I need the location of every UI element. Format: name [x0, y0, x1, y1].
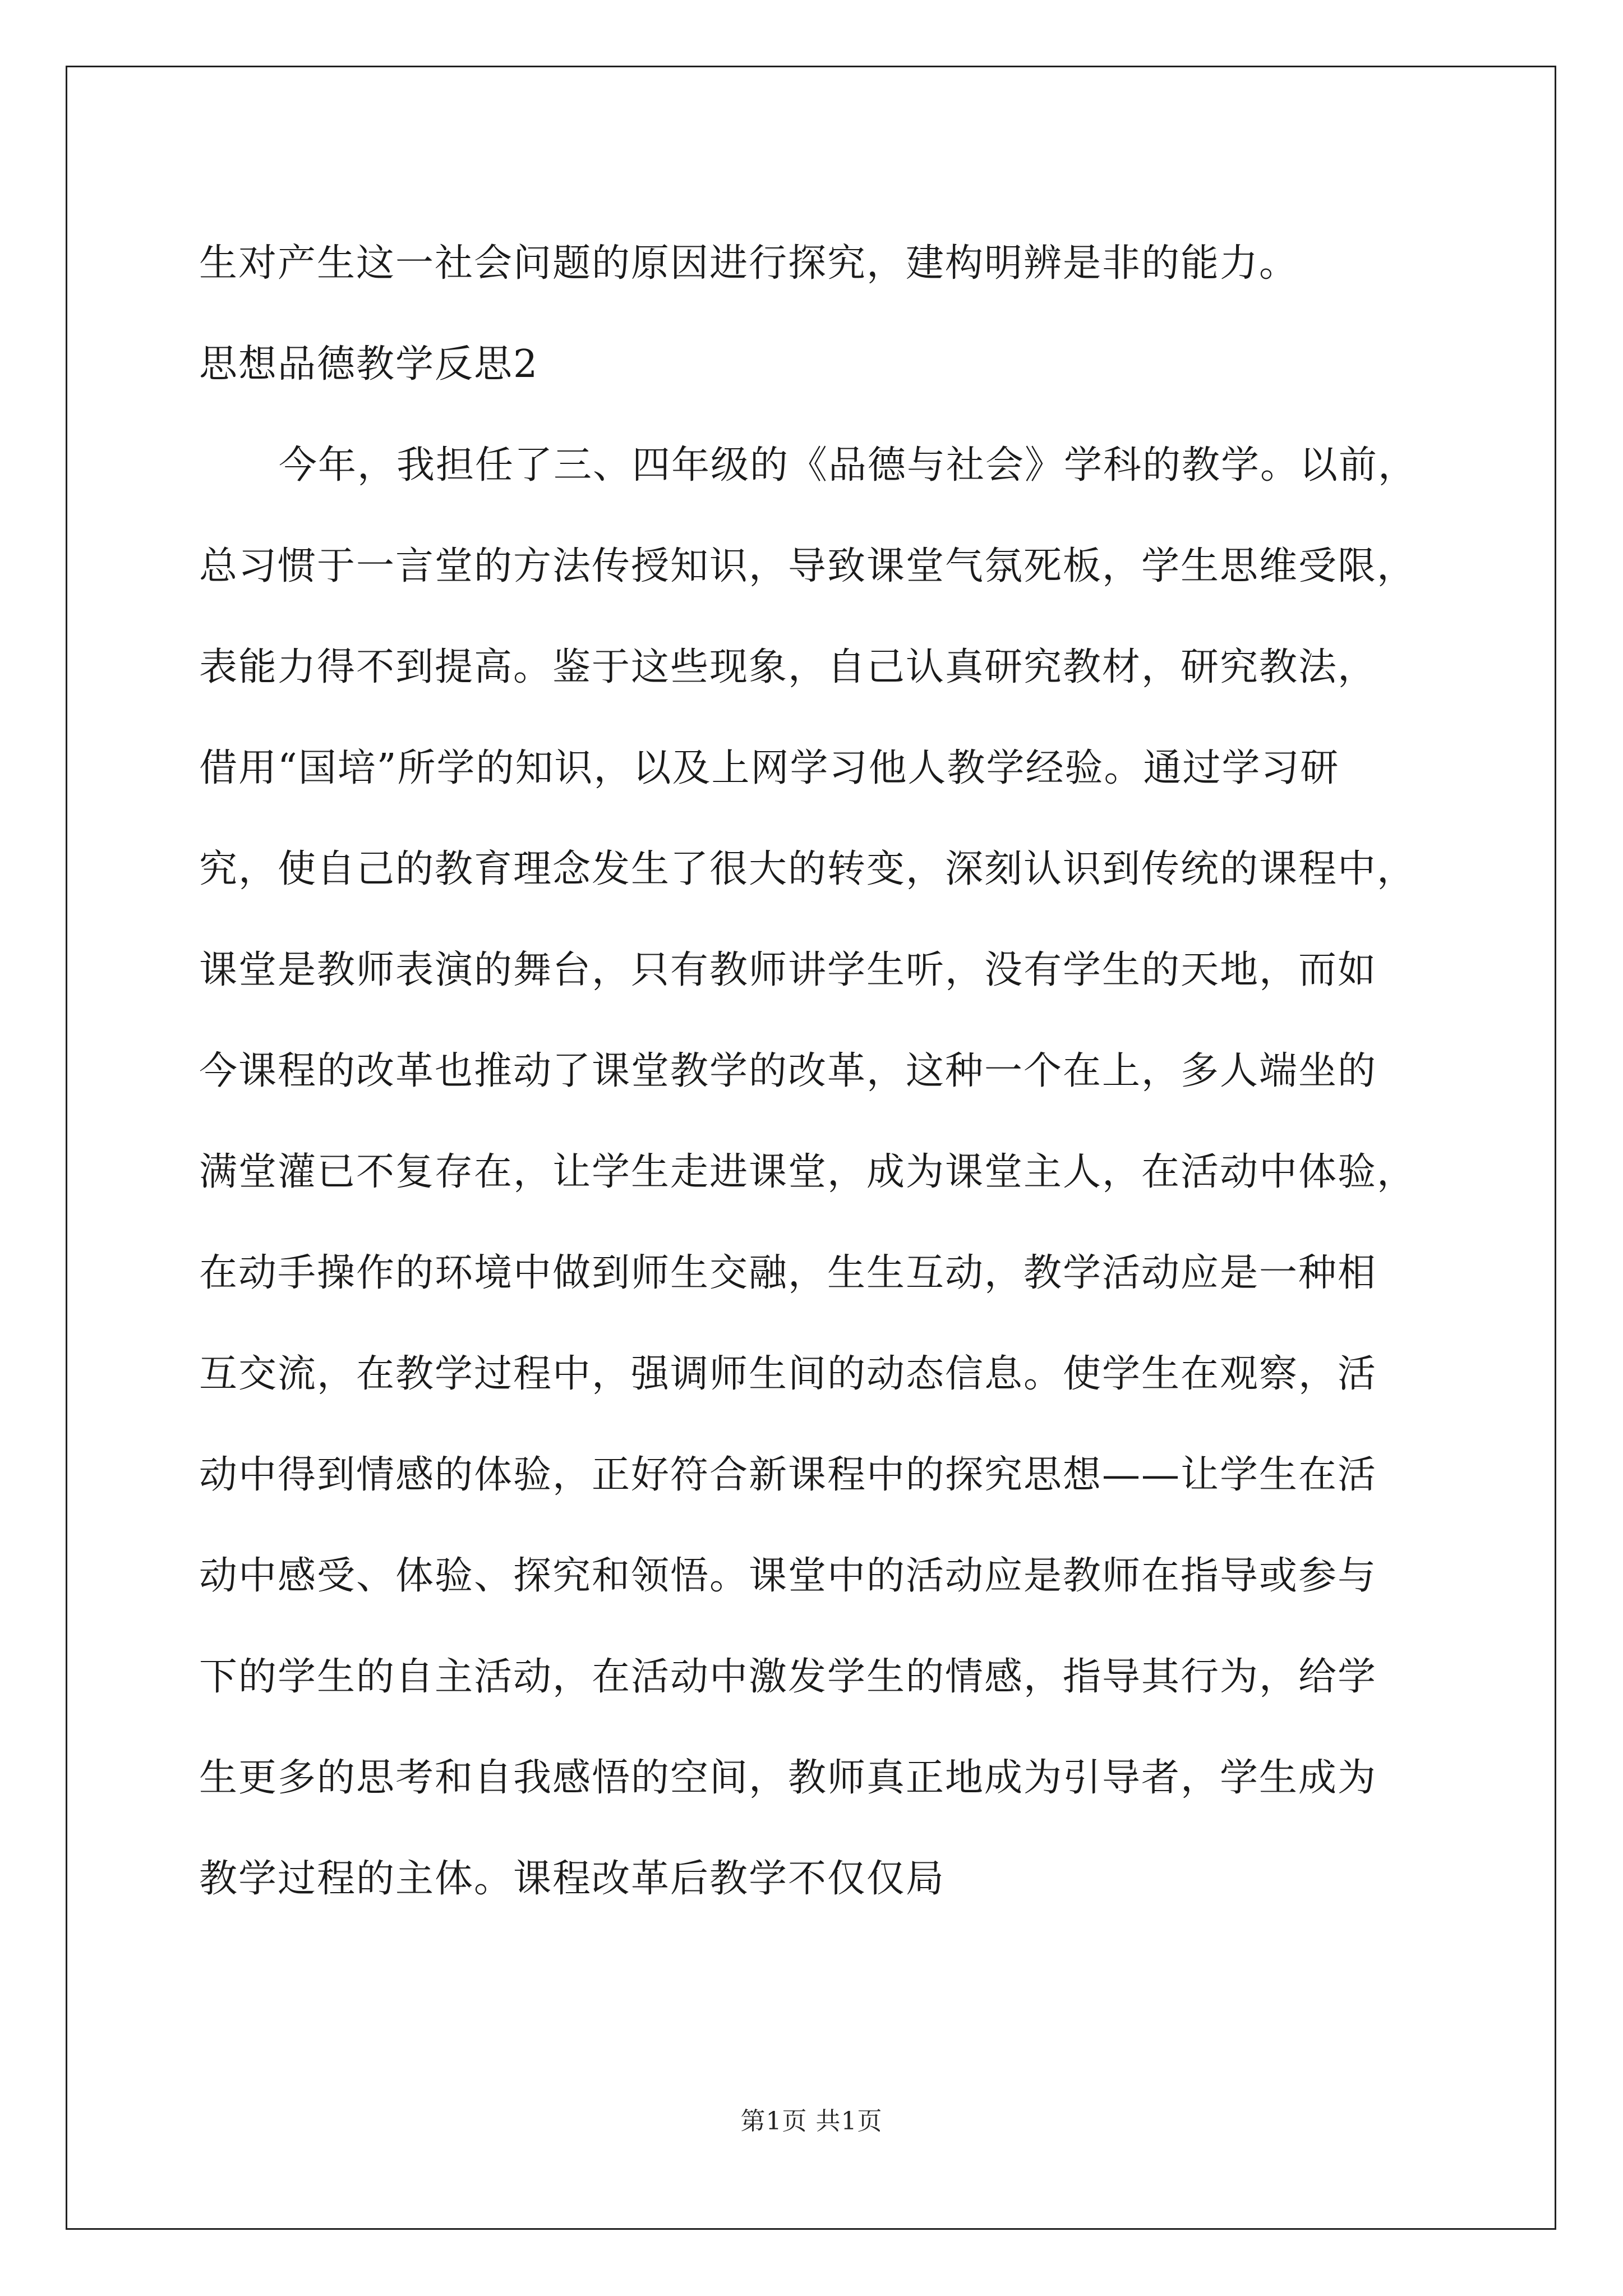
paragraph-line: 今年，我担任了三、四年级的《品德与社会》学科的教学。以前， [279, 443, 1418, 487]
paragraph-line: 生对产生这一社会问题的原因进行探究，建构明辨是非的能力。 [199, 241, 1299, 286]
paragraph-line: 课堂是教师表演的舞台，只有教师讲学生听，没有学生的天地，而如 [199, 948, 1377, 992]
paragraph-line: 下的学生的自主活动，在活动中激发学生的情感，指导其行为，给学 [199, 1655, 1377, 1699]
paragraph-line: 动中感受、体验、探究和领悟。课堂中的活动应是教师在指导或参与 [199, 1554, 1377, 1598]
paragraph-line: 表能力得不到提高。鉴于这些现象，自己认真研究教材，研究教法， [199, 645, 1377, 689]
paragraph-line: 教学过程的主体。课程改革后教学不仅仅局 [199, 1857, 946, 1901]
paragraph-line: 动中得到情感的体验，正好符合新课程中的探究思想——让学生在活 [199, 1453, 1377, 1497]
paragraph-line: 借用“国培”所学的知识，以及上网学习他人教学经验。通过学习研 [199, 746, 1340, 790]
paragraph-line: 互交流，在教学过程中，强调师生间的动态信息。使学生在观察，活 [199, 1352, 1377, 1396]
paragraph-line: 今课程的改革也推动了课堂教学的改革，这种一个在上，多人端坐的 [199, 1049, 1377, 1093]
paragraph-line: 生更多的思考和自我感悟的空间，教师真正地成为引导者，学生成为 [199, 1756, 1377, 1800]
paragraph-line: 满堂灌已不复存在，让学生走进课堂，成为课堂主人，在活动中体验， [199, 1150, 1417, 1194]
page-footer: 第1页 共1页 [740, 2107, 883, 2136]
paragraph-line: 在动手操作的环境中做到师生交融，生生互动，教学活动应是一种相 [199, 1251, 1377, 1295]
section-heading: 思想品德教学反思2 [199, 342, 539, 386]
paragraph-line: 总习惯于一言堂的方法传授知识，导致课堂气氛死板，学生思维受限， [199, 544, 1417, 588]
document-body [199, 213, 1467, 1930]
paragraph-line: 究，使自己的教育理念发生了很大的转变，深刻认识到传统的课程中， [199, 847, 1417, 891]
